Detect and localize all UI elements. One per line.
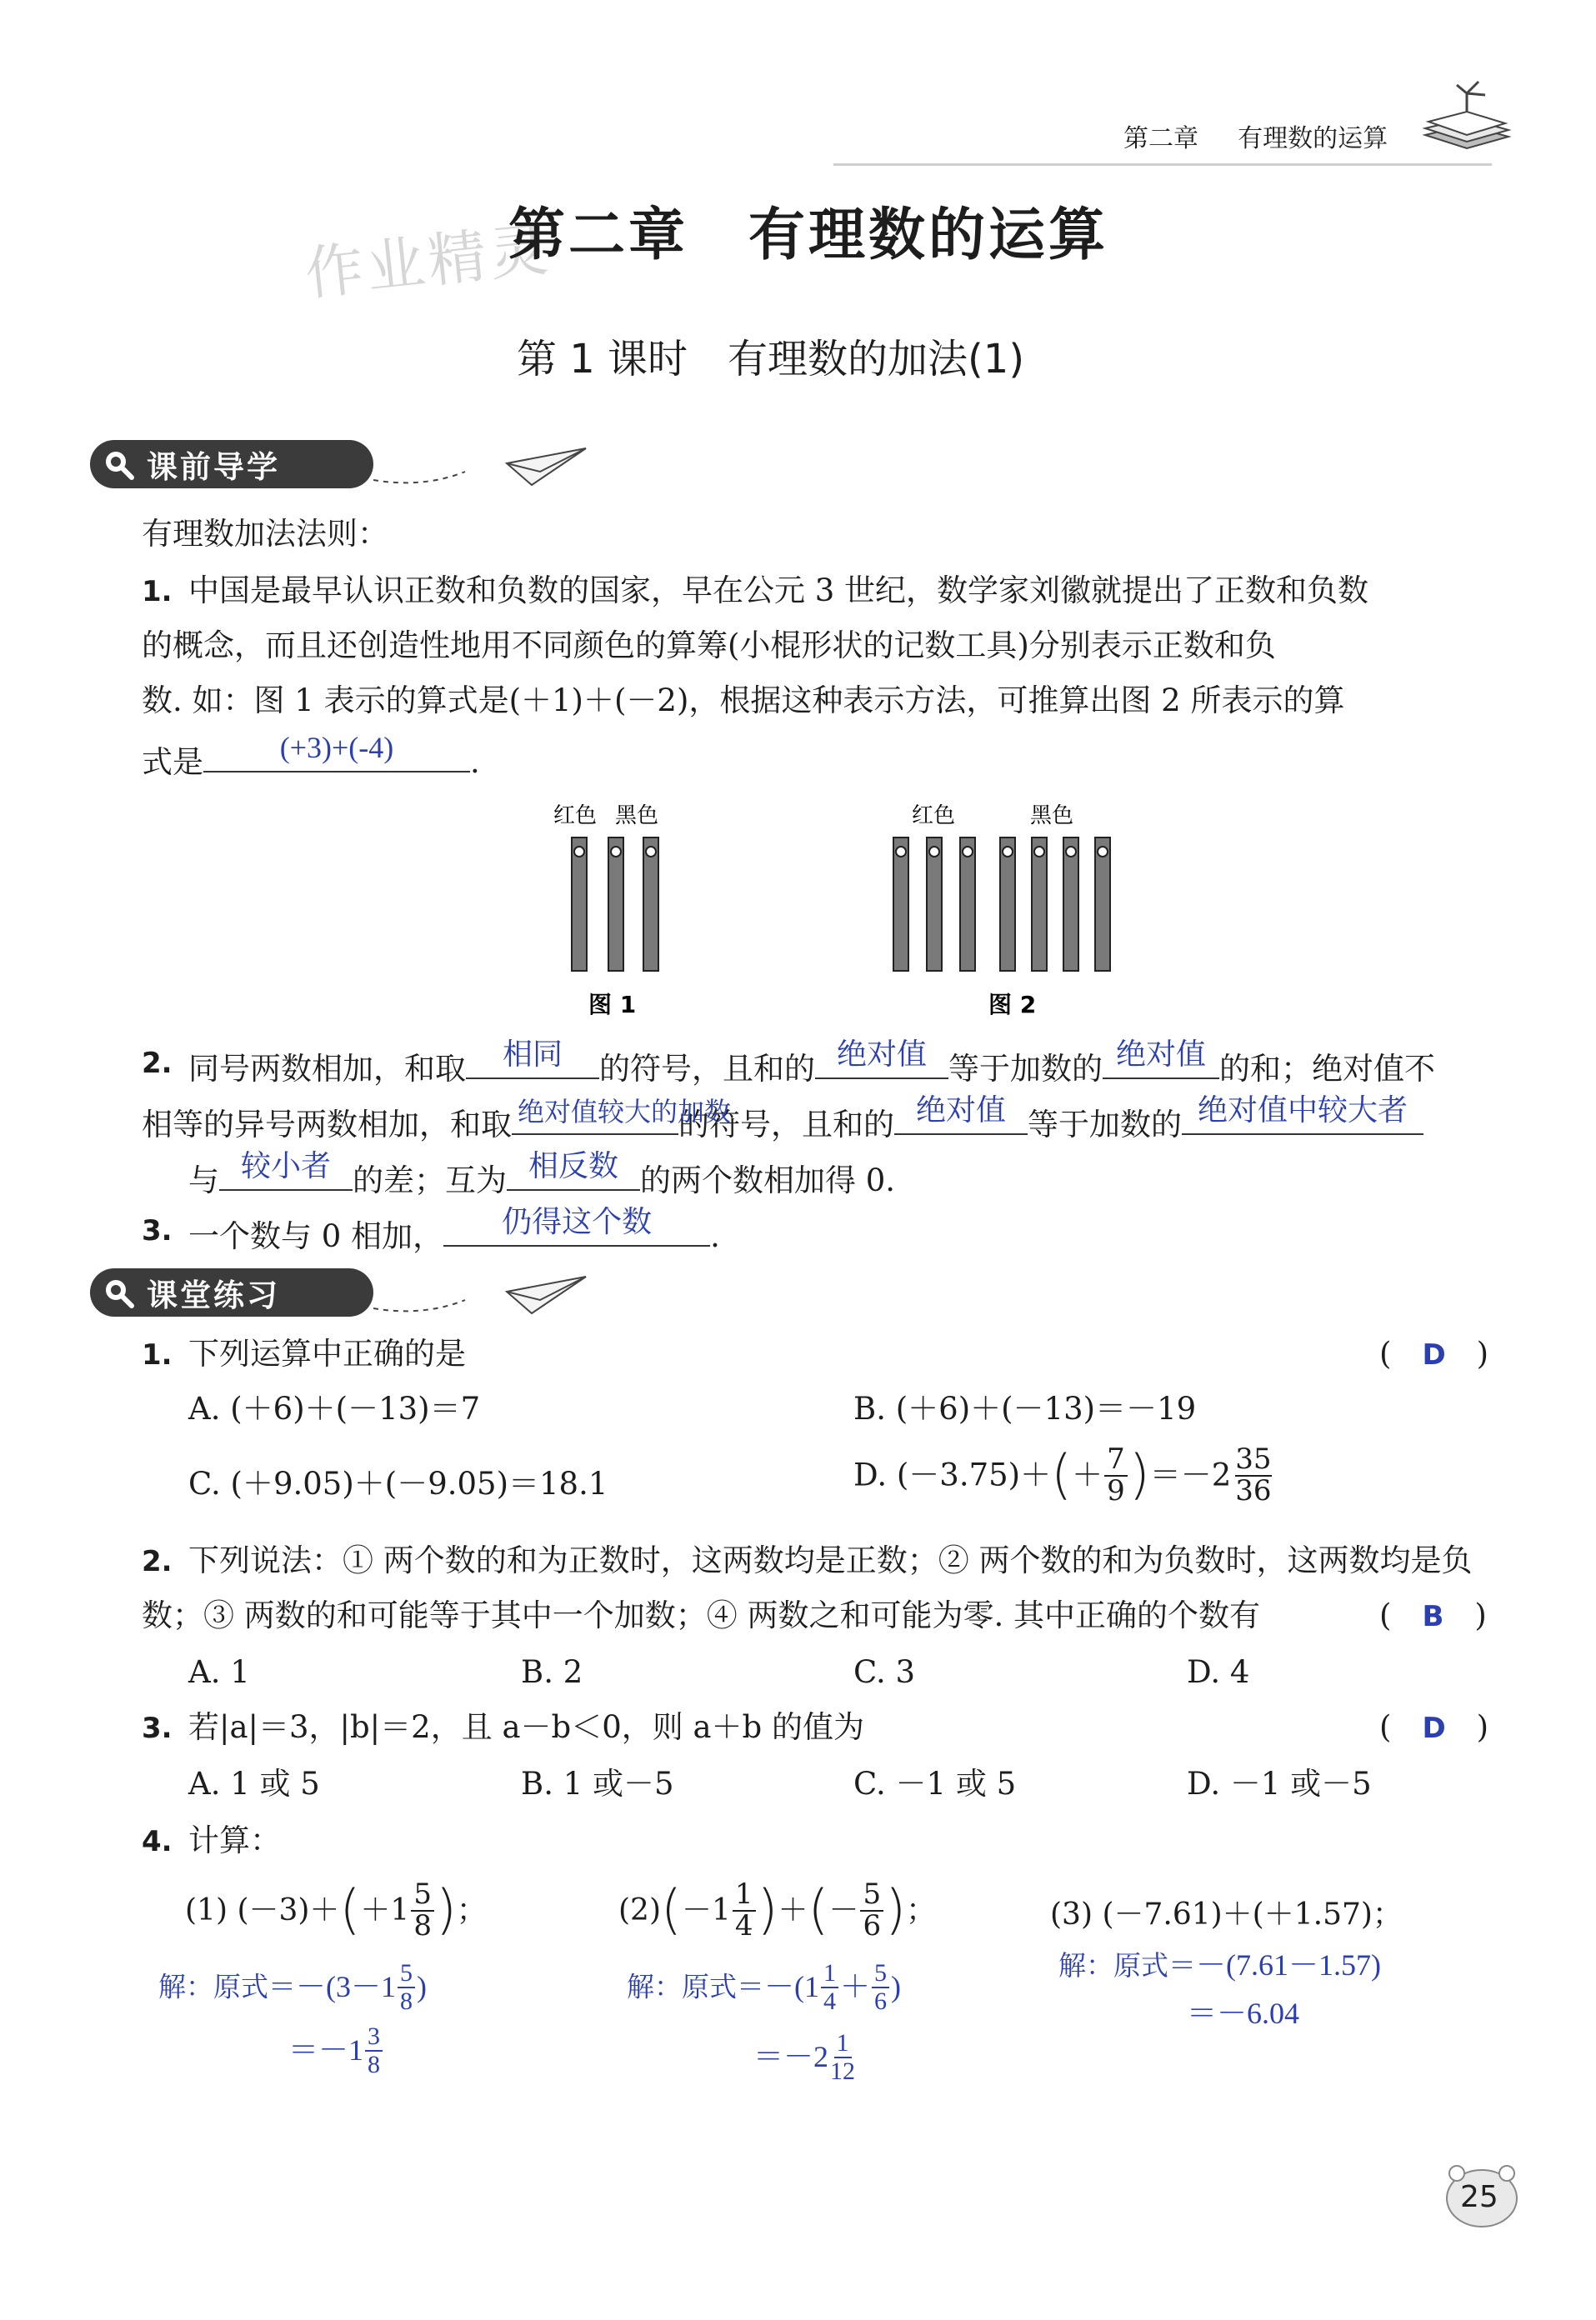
solution-2-result: ＝－2 $\frac{1}{12}$: [753, 2029, 856, 2085]
intro-text: 有理数加法法则：: [142, 516, 388, 552]
answer-choice: D: [1422, 1712, 1446, 1745]
option-b: B. (＋6)＋(－13)＝－19: [853, 1391, 1197, 1427]
solution-3-result: ＝－6.04: [1187, 1997, 1300, 2030]
q1-line2: 的概念，而且还创造性地用不同颜色的算筹(小棍形状的记数工具)分别表示正数和负: [142, 628, 1276, 663]
p3-stem: 若|a|＝3，|b|＝2，且 a－b＜0，则 a＋b 的值为: [188, 1709, 865, 1745]
paper-plane-icon: [373, 447, 590, 497]
answer-blank: 绝对值: [1115, 1038, 1206, 1071]
option-c: C. (＋9.05)＋(－9.05)＝18.1: [188, 1466, 608, 1502]
question-number: 4.: [142, 1825, 173, 1858]
question-number: 1.: [142, 575, 173, 608]
answer-blank: 较小者: [240, 1149, 331, 1182]
watermark-text: 作业精灵: [302, 214, 555, 309]
section-label: 课前导学: [147, 449, 280, 485]
fig2-caption: 图 2: [988, 991, 1037, 1018]
answer-blank: 绝对值: [915, 1093, 1006, 1127]
solution-3: 解：原式＝－(7.61－1.57): [1058, 1948, 1381, 1982]
option-b: B. 1 或－5: [521, 1766, 674, 1802]
answer-blank: 绝对值较大的加数: [517, 1097, 731, 1127]
q3-line: 一个数与 0 相加， 仍得这个数 .: [188, 1205, 720, 1254]
q2-line1: 同号两数相加，和取 相同 的符号，且和的 绝对值 等于加数的 绝对值 的和；绝对值不: [188, 1038, 1435, 1087]
p2-line2: 数；③ 两数的和可能等于其中一个加数；④ 两数之和可能为零. 其中正确的个数有: [142, 1598, 1261, 1633]
answer-bracket: ( D ): [1379, 1709, 1489, 1745]
header-chapter: 第二章: [1123, 124, 1198, 153]
q2-line2: 相等的异号两数相加，和取 绝对值较大的加数 的符号，且和的 绝对值 等于加数的 绝对值中较大者: [142, 1102, 1423, 1140]
option-d: D. (－3.75)＋(＋ $\frac{7}{9}$ )＝－2 $\frac{35}{36}$: [853, 1442, 1272, 1508]
lesson-title: 第 1 课时 有理数的加法(1): [517, 336, 1025, 382]
question-number: 3.: [142, 1214, 173, 1248]
paper-plane-icon: [373, 1275, 590, 1325]
solution-1-result: ＝－1 $\frac{3}{8}$: [288, 2023, 384, 2078]
p2-line1: 下列说法：① 两个数的和为正数时，这两数均是正数；② 两个数的和为负数时，这两数均是负: [188, 1542, 1473, 1578]
fig1-red-label: 红色: [553, 804, 598, 828]
option-a: A. 1: [188, 1654, 250, 1690]
fig1-caption: 图 1: [588, 991, 637, 1018]
question-number: 2.: [142, 1545, 173, 1578]
calc-part-3: (3) (－7.61)＋(＋1.57)；: [1050, 1898, 1403, 1932]
answer-blank: 绝对值中较大者: [1197, 1093, 1408, 1127]
answer-blank: (+3)+(-4): [279, 731, 394, 764]
q1-line3: 数. 如：图 1 表示的算式是(＋1)＋(－2)，根据这种表示方法，可推算出图 2 所表示的算: [142, 682, 1345, 718]
figure-2: [883, 804, 1117, 1021]
question-number: 2.: [142, 1047, 173, 1080]
chapter-title: 第二章 有理数的运算: [508, 202, 1109, 268]
q2-line3: 与 较小者 的差；互为 相反数 的两个数相加得 0.: [188, 1149, 896, 1198]
header-rule: [833, 163, 1492, 166]
fig1-black-label: 黑色: [615, 804, 659, 828]
answer-blank: 相反数: [528, 1149, 618, 1182]
q1-line1: 中国是最早认识正数和负数的国家，早在公元 3 世纪，数学家刘徽就提出了正数和负数: [188, 572, 1369, 608]
answer-choice: B: [1422, 1600, 1444, 1633]
section-header-practice: [90, 1268, 373, 1317]
answer-bracket: ( D ): [1379, 1336, 1489, 1372]
p4-stem: 计算：: [188, 1822, 281, 1858]
q1-line4: 式是 (+3)+(-4) .: [142, 731, 480, 780]
option-c: C. －1 或 5: [853, 1766, 1017, 1802]
option-c: C. 3: [853, 1654, 916, 1690]
answer-blank: 绝对值: [836, 1038, 927, 1071]
section-label: 课堂练习: [147, 1278, 280, 1313]
answer-choice: D: [1422, 1338, 1446, 1372]
fig2-black-label: 黑色: [1030, 804, 1074, 828]
option-b: B. 2: [521, 1654, 583, 1690]
p1-stem: 下列运算中正确的是: [188, 1336, 466, 1372]
solution-2: 解：原式＝－(1 $\frac{1}{4}$ ＋ $\frac{5}{6}$ ): [627, 1959, 902, 2015]
option-a: A. 1 或 5: [188, 1766, 320, 1802]
section-header-preview: [90, 440, 373, 488]
option-d: D. 4: [1187, 1654, 1250, 1690]
answer-bracket: ( B ): [1379, 1598, 1487, 1633]
option-d: D. －1 或－5: [1187, 1766, 1372, 1802]
book-stack-icon: [1417, 77, 1517, 160]
header-topic: 有理数的运算: [1238, 124, 1388, 153]
answer-blank: 仍得这个数: [502, 1205, 653, 1238]
figure-1: [550, 804, 683, 1021]
calc-part-1: (1) (－3)＋(＋1 $\frac{5}{8}$ )；: [185, 1878, 487, 1942]
magnifier-icon: [102, 1276, 135, 1309]
solution-1: 解：原式＝－(3－1 $\frac{5}{8}$ ): [158, 1959, 427, 2015]
calc-part-2: (2)(－1 $\frac{1}{4}$ )＋(－ $\frac{5}{6}$ )；: [618, 1878, 937, 1942]
page-number: 25: [1460, 2180, 1498, 2214]
magnifier-icon: [102, 448, 135, 481]
running-header: [1123, 124, 1388, 153]
question-number: 3.: [142, 1712, 173, 1745]
question-number: 1.: [142, 1338, 173, 1372]
fig2-red-label: 红色: [912, 804, 956, 828]
answer-blank: 相同: [502, 1038, 563, 1071]
option-a: A. (＋6)＋(－13)＝7: [188, 1391, 481, 1427]
